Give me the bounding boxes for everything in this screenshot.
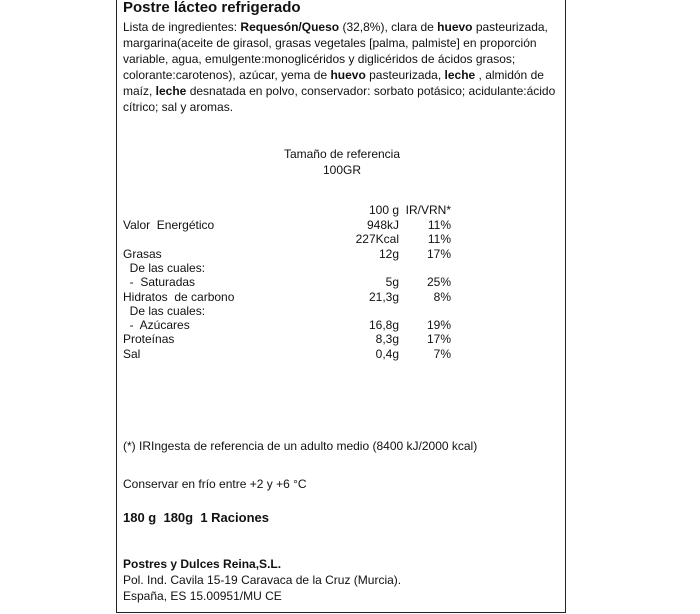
header-ir-vrn: IR/VRN* bbox=[405, 203, 451, 217]
allergen-text: leche bbox=[444, 68, 476, 82]
portion-info: 180 g 180g 1 Raciones bbox=[123, 510, 269, 525]
product-title: Postre lácteo refrigerado bbox=[123, 0, 301, 16]
table-header bbox=[123, 203, 563, 217]
table-row bbox=[123, 232, 563, 246]
value-per-100g: 21,3g bbox=[368, 289, 399, 304]
nutrition-label bbox=[116, 0, 566, 613]
table-row bbox=[123, 318, 563, 332]
manufacturer-address: Pol. Ind. Cavila 15-19 Caravaca de la Cruz (Murcia). bbox=[123, 573, 402, 587]
ir-percentage: 11% bbox=[427, 218, 451, 232]
table-row bbox=[123, 275, 563, 289]
nutrient-name: Hidratos de carbono bbox=[123, 289, 235, 304]
ingredient-text: (32,8%), clara de bbox=[339, 20, 438, 34]
nutrient-name: De las cuales: bbox=[123, 303, 206, 318]
value-per-100g: 948kJ bbox=[366, 218, 399, 232]
ingredients-list bbox=[123, 19, 563, 115]
reference-footnote: (*) IRIngesta de referencia de un adulto medio (8400 kJ/2000 kcal) bbox=[123, 439, 478, 453]
ingredient-text: Lista de ingredientes: bbox=[123, 20, 241, 34]
nutrient-name: De las cuales: bbox=[123, 260, 206, 275]
table-row bbox=[123, 247, 563, 261]
allergen-text: huevo bbox=[437, 20, 473, 34]
reference-size-label: Tamaño de referencia bbox=[283, 147, 401, 161]
ir-percentage: 17% bbox=[426, 332, 451, 347]
nutrient-name: Sal bbox=[123, 346, 141, 361]
allergen-text: huevo bbox=[330, 68, 366, 82]
table-row bbox=[123, 290, 563, 304]
nutrient-name: - Azúcares bbox=[123, 318, 190, 333]
nutrient-name: Grasas bbox=[123, 246, 162, 261]
value-per-100g: 12g bbox=[378, 246, 399, 261]
manufacturer-name: Postres y Dulces Reina,S.L. bbox=[123, 557, 282, 571]
table-row bbox=[123, 218, 563, 232]
ir-percentage: 8% bbox=[433, 289, 451, 304]
ir-percentage: 19% bbox=[426, 318, 451, 333]
ingredient-text: , almidón de maíz, bbox=[123, 68, 544, 98]
ir-percentage: 11% bbox=[427, 232, 451, 247]
value-per-100g: 0,4g bbox=[375, 346, 399, 361]
reference-size-value: 100GR bbox=[322, 163, 362, 177]
nutrient-name: Valor Energético bbox=[123, 218, 215, 232]
allergen-text: Requesón/Queso bbox=[240, 20, 340, 34]
ir-percentage: 17% bbox=[426, 246, 451, 261]
value-per-100g: 16,8g bbox=[368, 318, 399, 333]
table-row bbox=[123, 261, 563, 275]
nutrient-name: - Saturadas bbox=[123, 275, 196, 290]
value-per-100g: 5g bbox=[385, 275, 399, 290]
table-row bbox=[123, 332, 563, 346]
table-row bbox=[123, 304, 563, 318]
allergen-text: leche bbox=[155, 84, 187, 98]
nutrient-name: Proteínas bbox=[123, 332, 175, 347]
ir-percentage: 25% bbox=[426, 275, 451, 290]
table-row bbox=[123, 347, 563, 361]
ingredient-text: desnatada en polvo, conservador: sorbato potásico; acidulante:ácido cítrico; sal y aromas. bbox=[123, 84, 556, 114]
ingredient-text: pasteurizada, margarina(aceite de girasol, grasas vegetales [palma, palmiste] en proporción variable, agua, emulgente:monoglicéridos y diglicéridos de ácidos grasos; colorante:carotenos), azúcar, yema de bbox=[123, 20, 548, 82]
header-per-100g: 100 g bbox=[368, 203, 399, 217]
manufacturer-registry: España, ES 15.00951/MU CE bbox=[123, 589, 282, 603]
ingredient-text: pasteurizada, bbox=[365, 68, 445, 82]
value-per-100g: 8,3g bbox=[375, 332, 399, 347]
ir-percentage: 7% bbox=[433, 346, 451, 361]
value-per-100g: 227Kcal bbox=[355, 232, 399, 247]
storage-instructions: Conservar en frío entre +2 y +6 °C bbox=[123, 477, 307, 491]
